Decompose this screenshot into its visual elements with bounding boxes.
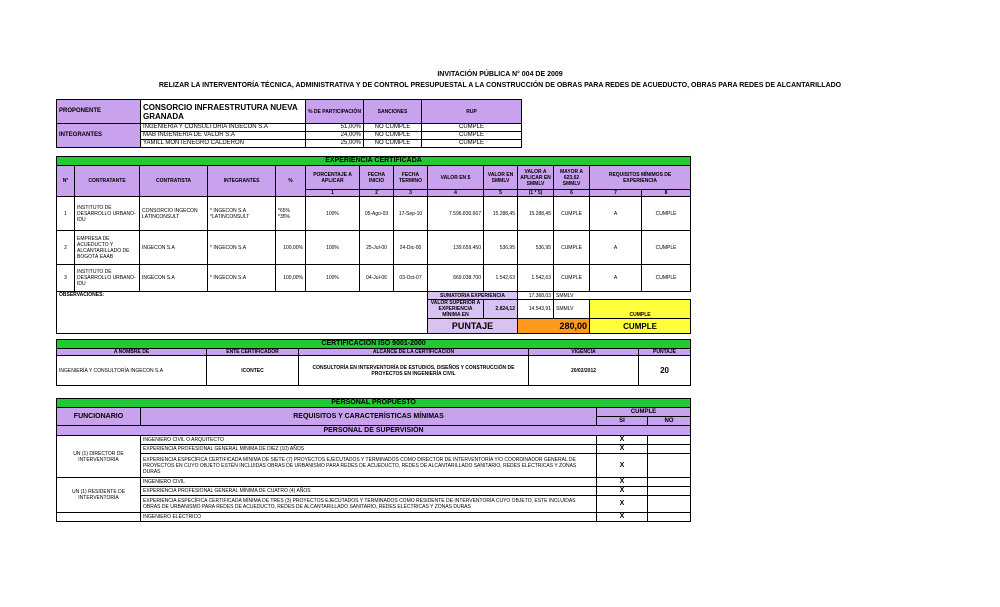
cell-smmlv: 536,95	[484, 231, 518, 265]
integrante-sancion: NO CUMPLE	[364, 140, 422, 148]
cell-integrantes: * INGECON S.A	[208, 265, 276, 292]
iso-alcance: CONSULTORÍA EN INTERVENTORÍA DE ESTUDIOS, DISEÑOS Y CONSTRUCCIÓN DE PROYECTOS EN INGENIERÍA CIVIL	[299, 356, 529, 386]
table-row	[57, 445, 691, 454]
iso-puntaje: 20	[639, 356, 691, 386]
col-num: 8	[642, 190, 691, 197]
table-row	[57, 231, 691, 265]
cell-n: 1	[57, 197, 75, 231]
supervision-header: PERSONAL DE SUPERVISIÓN	[57, 426, 691, 436]
experiencia-table	[56, 156, 691, 334]
cell-valor: 139.659.450	[428, 231, 484, 265]
cell-termino: 17-Sep-10	[394, 197, 428, 231]
proponente-label: PROPONENTE	[57, 100, 141, 124]
integrante-rup: CUMPLE	[422, 132, 522, 140]
cumple-si: X	[597, 487, 648, 496]
cumple-si: X	[597, 454, 648, 478]
col-no: NO	[648, 417, 691, 426]
col-inicio: FECHA INICIO	[360, 166, 394, 190]
funcionario-name: UN (1) RESIDENTE DE INTERVENTORÍA	[57, 478, 141, 513]
col-requisitos: REQUISITOS MÍNIMOS DE EXPERIENCIA	[590, 166, 691, 190]
proponente-table	[56, 99, 522, 148]
col-cumple: CUMPLE	[597, 408, 691, 417]
col-num: 1	[306, 190, 360, 197]
requisito-text: INGENIERO ELÉCTRICO	[141, 513, 597, 522]
personal-table	[56, 398, 691, 522]
invitation-title: INVITACIÓN PÚBLICA N° 004 DE 2009	[437, 71, 563, 78]
cell-inicio: 25-Jul-00	[360, 231, 394, 265]
col-aplicar: VALOR A APLICAR EN SMMLV	[518, 166, 554, 190]
cell-aplicar: 15.288,45	[518, 197, 554, 231]
integrante-pct: 25,00%	[306, 140, 364, 148]
cell-mayor: CUMPLE	[554, 265, 590, 292]
col-contratista: CONTRATISTA	[140, 166, 208, 197]
col-termino: FECHA TERMINO	[394, 166, 428, 190]
col-num: (1 * 5)	[518, 190, 554, 197]
puntaje-status: CUMPLE	[590, 319, 691, 334]
table-row	[57, 436, 691, 445]
iso-col-alcance: ALCANCE DE LA CERTIFICACIÓN	[299, 349, 529, 356]
integrante-pct: 51,00%	[306, 124, 364, 132]
integrante-name: INGENIERIA Y CONSULTORIA INGECON S.A	[141, 124, 306, 132]
sumatoria-value: 17.368,03	[518, 292, 554, 300]
requisito-text: EXPERIENCIA ESPECÍFICA CERTIFICADA MÍNIMA DE SIETE (7) PROYECTOS EJECUTADOS Y TERMINADOS COMO DIRECTOR DE INTERVENTORÍA Y/O COORDINADOR GENERAL DE PROYECTOS EN CUYO OBJETO ESTÉN INCLUIDAS OBRAS DE URBANISMO PARA REDES DE ACUEDUCTO, REDES DE ALCANTARILLADO SANITARIO, REDES ELÉCTRICAS Y ZONAS DURAS	[141, 454, 597, 478]
proponente-name: CONSORCIO INFRAESTRUTURA NUEVA GRANADA	[141, 100, 306, 124]
col-num: 5	[484, 190, 518, 197]
integrante-sancion: NO CUMPLE	[364, 132, 422, 140]
cell-inicio: 04-Jul-06	[360, 265, 394, 292]
sumatoria-label: SUMATORIA EXPERIENCIA	[428, 292, 518, 300]
iso-vigencia: 20/02/2012	[529, 356, 639, 386]
col-valor: VALOR EN $	[428, 166, 484, 190]
cell-integrantes: * INGECON S.A *LATINCONSULT	[208, 197, 276, 231]
iso-table	[56, 339, 691, 386]
iso-col-vigencia: VIGENCIA	[529, 349, 639, 356]
cumple-si: X	[597, 445, 648, 454]
superior-label: VALOR SUPERIOR A EXPERIENCIA MÍNIMA EN	[428, 300, 484, 319]
col-integrantes: INTEGRANTES	[208, 166, 276, 197]
integrante-name: YAMILL MONTENEGRO CALDERÓN	[141, 140, 306, 148]
col-num: 4	[428, 190, 484, 197]
funcionario-name	[57, 513, 141, 522]
col-smmlv: VALOR EN SMMLV	[484, 166, 518, 190]
sanciones-header: SANCIONES	[364, 100, 422, 124]
col-funcionario: FUNCIONARIO	[57, 408, 141, 426]
cell-termino: 24-Dic-00	[394, 231, 428, 265]
col-requisitos: REQUISITOS Y CARACTERÍSTICAS MÍNIMAS	[141, 408, 597, 426]
cell-req7: A	[590, 197, 642, 231]
iso-ente: ICONTEC	[207, 356, 299, 386]
personal-title: PERSONAL PROPUESTO	[57, 399, 691, 408]
table-row	[57, 513, 691, 522]
integrante-pct: 24,00%	[306, 132, 364, 140]
iso-col-puntaje: PUNTAJE	[639, 349, 691, 356]
table-row	[57, 197, 691, 231]
requisito-text: EXPERIENCIA PROFESIONAL GENERAL MÍNIMA DE DIEZ (10) AÑOS	[141, 445, 597, 454]
cell-smmlv: 15.288,45	[484, 197, 518, 231]
cumple-si: X	[597, 436, 648, 445]
cumple-small: CUMPLE	[590, 300, 691, 319]
cell-req8: CUMPLE	[642, 265, 691, 292]
cell-contratista: INGECON S.A	[140, 265, 208, 292]
iso-col-ente: ENTE CERTIFICADOR	[207, 349, 299, 356]
integrante-rup: CUMPLE	[422, 124, 522, 132]
col-contratante: CONTRATANTE	[75, 166, 140, 197]
cumple-si: X	[597, 496, 648, 513]
puntaje-label: PUNTAJE	[428, 319, 518, 334]
col-num: 6	[554, 190, 590, 197]
table-row	[57, 454, 691, 478]
table-row	[57, 487, 691, 496]
cell-pct: 100,00%	[276, 265, 306, 292]
integrantes-label: INTEGRANTES	[57, 124, 141, 148]
cell-aplicar: 1.542,63	[518, 265, 554, 292]
requisito-text: INGENIERO CIVIL O ARQUITECTO	[141, 436, 597, 445]
invitation-subtitle: RELIZAR LA INTERVENTORÍA TÉCNICA, ADMINISTRATIVA Y DE CONTROL PRESUPUESTAL A LA CONSTRUCCIÓN DE OBRAS PARA REDES DE ACUEDUCTO, OBRAS PARA REDES DE ALCANTARILLADO	[158, 82, 842, 89]
col-num: 3	[394, 190, 428, 197]
table-row	[57, 265, 691, 292]
funcionario-name: UN (1) DIRECTOR DE INTERVENTORÍA	[57, 436, 141, 478]
puntaje-value: 280,00	[518, 319, 590, 334]
cell-inicio: 05-Ago-03	[360, 197, 394, 231]
cell-mayor: CUMPLE	[554, 197, 590, 231]
requisito-text: EXPERIENCIA ESPECÍFICA CERTIFICADA MÍNIMA DE TRES (3) PROYECTOS EJECUTADOS Y TERMINADOS COMO RESIDENTE DE INTERVENTORÍA CUYO OBJETO, ESTE INCLUIDAS OBRAS DE URBANISMO PARA REDES DE ACUEDUCTO, REDES DE ALCANTARILLADO SANITARIO, REDES ELÉCTRICAS Y ZONAS DURAS	[141, 496, 597, 513]
requisito-text: EXPERIENCIA PROFESIONAL GENERAL MÍNIMA DE CUATRO (4) AÑOS	[141, 487, 597, 496]
cell-integrantes: * INGECON S.A	[208, 231, 276, 265]
cumple-si: X	[597, 513, 648, 522]
cell-contratante: INSTITUTO DE DESARROLLO URBANO- IDU	[75, 265, 140, 292]
cell-req7: A	[590, 231, 642, 265]
cell-contratante: EMPRESA DE ACUEDUCTO Y ALCANTARILLADO DE BOGOTÁ EAAB	[75, 231, 140, 265]
col-mayor: MAYOR A 623,62 SMMLV	[554, 166, 590, 190]
requisito-text: INGENIERO CIVIL	[141, 478, 597, 487]
cell-valor: 669.038.700	[428, 265, 484, 292]
sumatoria-unit: SMMLV	[554, 292, 590, 300]
col-num: 7	[590, 190, 642, 197]
integrante-rup: CUMPLE	[422, 140, 522, 148]
cell-contratista: INGECON S.A	[140, 231, 208, 265]
table-row	[57, 496, 691, 513]
experiencia-title: EXPERIENCIA CERTIFICADA	[57, 157, 691, 166]
cell-termino: 03-Oct-07	[394, 265, 428, 292]
cell-porcentaje: 100%	[306, 197, 360, 231]
iso-title: CERTIFICACIÓN ISO 9001-2000	[57, 340, 691, 349]
iso-nombre: INGENIERÍA Y CONSULTORÍA INGECON S.A	[57, 356, 207, 386]
cell-mayor: CUMPLE	[554, 231, 590, 265]
cell-porcentaje: 100%	[306, 231, 360, 265]
col-si: SI	[597, 417, 648, 426]
pct-header: % DE PARTICIPACIÓN	[306, 100, 364, 124]
cell-req8: CUMPLE	[642, 231, 691, 265]
cell-req8: CUMPLE	[642, 197, 691, 231]
col-pct: %	[276, 166, 306, 197]
col-num: 2	[360, 190, 394, 197]
iso-col-nombre: A NOMBRE DE	[57, 349, 207, 356]
cell-n: 3	[57, 265, 75, 292]
col-n: N°	[57, 166, 75, 197]
cell-valor: 7.596.830.667	[428, 197, 484, 231]
cell-smmlv: 1.542,63	[484, 265, 518, 292]
cell-req7: A	[590, 265, 642, 292]
cell-contratante: INSTITUTO DE DESARROLLO URBANO- IDU	[75, 197, 140, 231]
integrante-name: MAB INGENIERIA DE VALOR S.A	[141, 132, 306, 140]
integrante-sancion: NO CUMPLE	[364, 124, 422, 132]
cell-contratista: CONSORCIO INGECON LATINCONSULT	[140, 197, 208, 231]
cell-n: 2	[57, 231, 75, 265]
col-porcentaje: PORCENTAJE A APLICAR	[306, 166, 360, 190]
table-row	[57, 478, 691, 487]
cell-porcentaje: 100%	[306, 265, 360, 292]
cell-aplicar: 536,95	[518, 231, 554, 265]
superior-unit: SMMLV	[554, 300, 590, 319]
superior-total: 14.543,91	[518, 300, 554, 319]
rup-header: RUP	[422, 100, 522, 124]
cell-pct: *65% *35%	[276, 197, 306, 231]
cell-pct: 100,00%	[276, 231, 306, 265]
table-row	[57, 356, 691, 386]
superior-value: 2.824,12	[484, 300, 518, 319]
cumple-si: X	[597, 478, 648, 487]
observaciones: OBSERVACIONES:	[57, 292, 428, 334]
